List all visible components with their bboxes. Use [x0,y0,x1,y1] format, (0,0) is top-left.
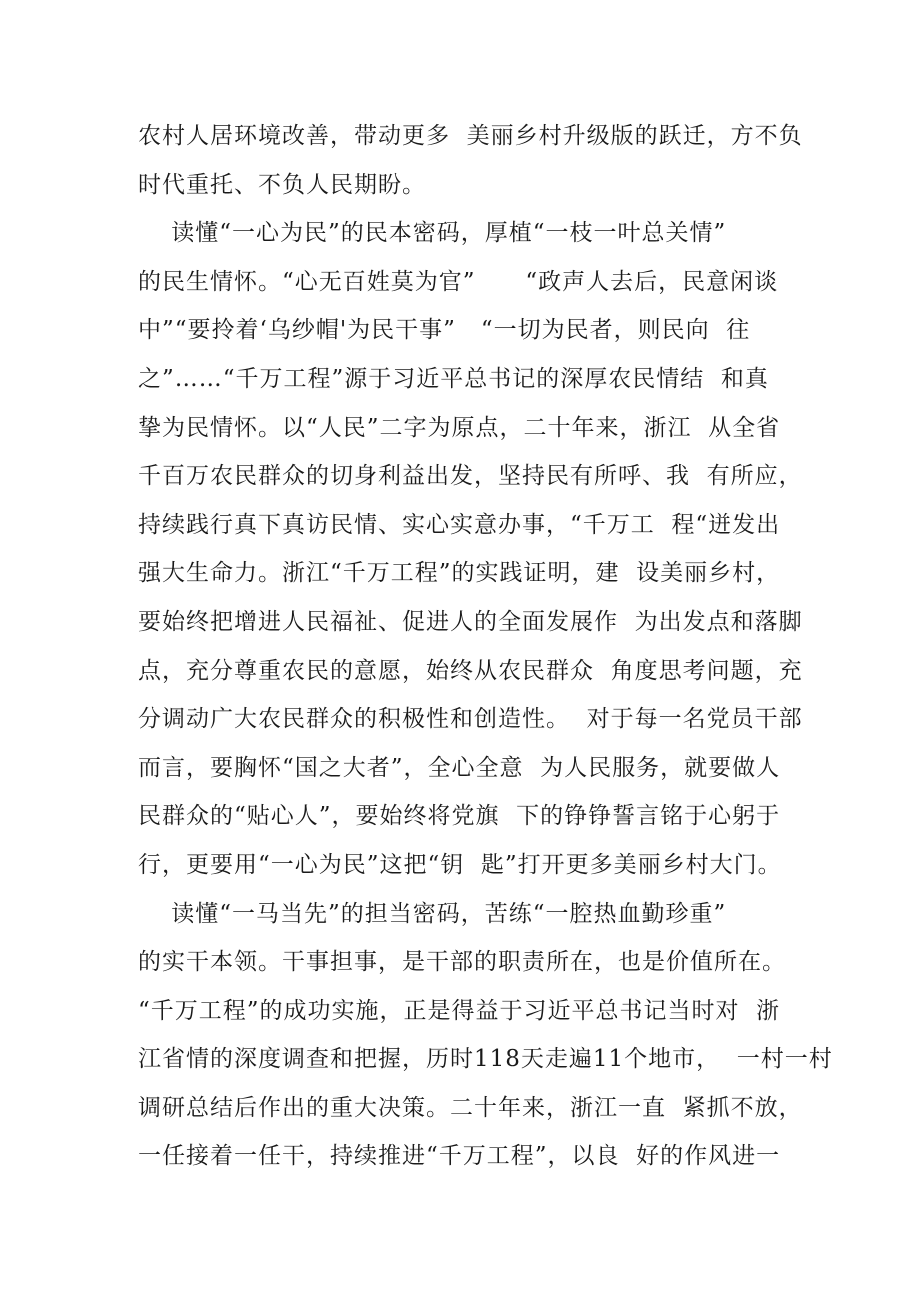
text-line: 读懂“一心为民”的民本密码，厚植“一枝一叶总关情” [138,220,727,247]
text-line: 千百万农民群众的切身利益出发，坚持民有所呼、我 有所应， [138,463,803,490]
text-line: 要始终把增进人民福祉、促进人的全面发展作 为出发点和落脚 [138,608,803,635]
text-line: 调研总结后作出的重大决策。二十年来，浙江一直 紧抓不放， [138,1094,803,1121]
text-line: 江省情的深度调查和把握，历时118天走遍11个地市， 一村一村 [138,1046,833,1073]
text-line: 农村人居环境改善，带动更多 美丽乡村升级版的跃迁，方不负 [138,123,803,149]
text-line: 行，更要用“一心为民”这把“钥 匙”打开更多美丽乡村大门。 [138,851,782,878]
text-line: 分调动广大农民群众的积极性和创造性。 对于每一名党员干部 [138,706,803,733]
text-line: 挚为民情怀。以“人民”二字为原点，二十年来，浙江 从全省 [138,414,781,441]
text-line: 点，充分尊重农民的意愿，始终从农民群众 角度思考问题，充 [138,657,803,684]
text-line: 一任接着一任干，持续推进“千万工程”，以良 好的作风进一 [138,1143,781,1170]
text-line: “千万工程”的成功实施，正是得益于习近平总书记当时对 浙 [138,997,781,1024]
text-line: 持续践行真下真访民情、实心实意办事，“千万工 程“迸发出 [138,511,781,538]
body-text [138,112,833,1181]
text-line: 强大生命力。浙江“千万工程”的实践证明，建 设美丽乡村， [138,560,781,587]
text-line: 的民生情怀。“心无百姓莫为官” “政声人去后，民意闲谈 [138,268,779,295]
text-line: 中”“要拎着‘乌纱帽'为民干事” “一切为民者，则民向 往 [138,317,751,344]
text-line: 民群众的“贴心人”，要始终将党旗 下的铮铮誓言铭于心躬于 [138,803,781,830]
text-line: 而言，要胸怀“国之大者”，全心全意 为人民服务，就要做人 [138,754,781,781]
text-line: 读懂“一马当先”的担当密码，苦练“一腔热血勤珍重” [138,900,727,927]
text-line: 之”……“千万工程”源于习近平总书记的深厚农民情结 和真 [138,365,769,392]
text-line: 的实干本领。干事担事，是干部的职责所在，也是价值所在。 [138,949,786,976]
text-line: 时代重托、不负人民期盼。 [138,171,426,198]
